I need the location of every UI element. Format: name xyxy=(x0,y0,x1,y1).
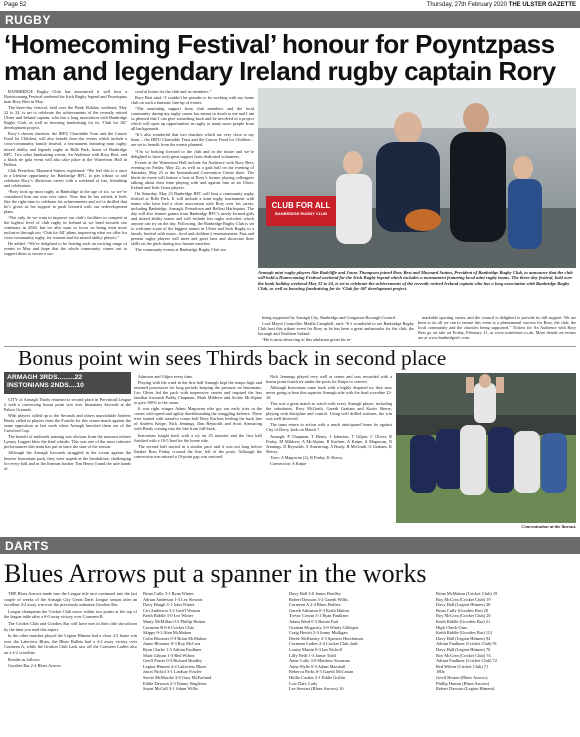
darts-results-col4: Brian McMahon (Cricket Club) 19 Roy McCrea (Cricket Club) 19 Davy Hall (Legion Hitmen) 20 Brian Cully (Goodies Bar) 20 Roy McCrea (Cricket Club) 20 Keith Riddle (Goodies Bar) 21 High Check-Outs: Keith Riddle (Goodies Bar) 112 Davy Hall (Legion Hitmen) 94 Adrian Faulkner (Cricket Club) 91 Davy Hall (Legion Hitmen) 76 Roy McCrea (Cricket Club) 74 Adrian Faulkner (Cricket Club) 72 Red Wilton (Cricket Club) 71 180s: Geoff Hutton (Blues Arrows) Phillip Hutton (Blues Arrows) Robert Dawson (Legion Hitmen). xyxy=(436,591,498,692)
lineout-photo-caption: Concentration at the lineout. xyxy=(521,524,576,529)
thirds-article-col2: Johnston and Gilpin every time. Playing with the wind in the first half Armagh kept the tempo high and retained possession for long periods keeping the pressure on Instonians. Leo Oliver led the pack with impressive carries and inspired the less familiar forwards Paddy Chapman, Mark Mildrew and Archie McAlpine to give 100% to the cause. It was right winger Adam Magowan who got our early tries in the corner with speed and agility dumbfounding the struggling defence. These tries started with stand-in scrum half Rory Karlsen feeding the back line of Andrew Knipe, Nick Jennings, Dan Reynolds and Scott Armstrong with Brady coming into the line from full-back. Instonians fought back with a try on 25 minutes and the first half finished with a 10-5 lead for the home side. The second half started in a similar pace and it was not long before flanker Ross Finlay crossed the line, left of the posts. Although the conversion was missed a 10-point gap was restored. xyxy=(134,374,262,459)
paper-name: THE ULSTER GAZETTE xyxy=(508,2,576,8)
rugby-photo-caption: Armagh mini rugby players Abe Radcliffe and Jonas Thompson joined Rory Best and Maynard Sutton, President of Banbridge Rugby Club, to announce that the club will hold a Homecoming Festival weekend for the Irish Rugby legend which includes a tournament featuring local mini rugby teams. The three-day festival, held over the bank holiday weekend May 22 to 24, is set to celebrate the achievements of the recently retired Ireland captain who has a long association with Banbridge Rugby Club, as well as boosting fundraising for its ‘Club for All’ development project. xyxy=(258,270,573,291)
rugby-headline-line2: man and legendary Ireland rugby captain Rory xyxy=(4,55,556,86)
section-label-rugby: RUGBY xyxy=(0,11,580,28)
thirds-article-col3: Nick Jennings played very well at centre and was rewarded with a bonus point fourth try under the posts for Knipe to convert. Although Instonians came back with a highly disputed try they now never going to beat this superior Armagh side with the final scoreline 22-10. This was a great match to watch with every Armagh player, including the substitutes, Rory McGrath, Gareth Graham and Kurtis Sherry, playing with discipline and control. Using well drilled routines, the win was well deserved. The team return to action with a much anticipated home tie against City of Derry 2nds on March 7. Armagh: P Chapman, T Henry, J Johnston, T Gilpin, C Oliver, R Finlay, M Mildrew, A McAlpine, R Karlsen, A Knipe, A Magowan, N Jennings, D Reynolds, S Armstrong, A Brady. R McGrath, G Graham, K Sherry. Tries: A Magowan (2), R Finlay, K Sherry. Conversion: A Knipe xyxy=(266,374,392,466)
thirds-article-col1: CITY of Armagh Thirds returned to second place in Provincial League 2 with a convincing bonus point win over Instonians Seconds at the Palace Grounds. With players called up to the Seconds and others unavailable Andrew Brady called in players from the Fourths for this return match against the same opposition as last week when Armagh knocked them out of the Crawford Cup. The benefit of midweek training was obvious from the moment referee Lynsey Leggett blew the final whistle. This was one of the most cohesive performances this team has put in since the start of the season. Although the Armagh forwards struggled in the scrum against the heavier Instonians pack, they were superb at the breakdown, challenging for every ball and in the lineouts hooker Tim Henry found the safe hands of xyxy=(4,397,131,471)
club-for-all-banner: CLUB FOR ALL BANBRIDGE RUGBY CLUB xyxy=(266,196,336,226)
thirds-headline: Bonus point win sees Thirds back in second place xyxy=(18,346,447,370)
lineout-photo-graphic xyxy=(396,373,576,523)
rugby-article-col3: being supported by Armagh City, Banbridge and Craigavon Borough Council. Lord Mayor Councillor Mealla Campbell, said: “It’s wonderful to see Banbridge Rugby Club host this tribute event for Rory as he has been a great ambassador for the club, the borough and Northern Ireland. “He is most deserving of this adulation given his re- xyxy=(258,315,414,343)
page-number: Page 52 xyxy=(4,2,27,8)
darts-results-col3: Davy Hall 3-0 James Bradley Robert Dawson 3-2 Gareth Willis Cormeen A 2-4 Blues Bullets Gareth Atkinson 0-3 Keith Hutton Trevor Cowan 3-1 Ryan Faulkner Adam Ward 0-3 Bernie Earl Graham Mcgarrity 3-0 Windy Gillespie Craig Hewitt 2-3 Jonny Mulligan Derek McKinstry 2-3 Spencer Hutchinson Cormeen Ladies 2-4 Cricket Club 2nds Louise Martin 0-3 Ian Nicholl Lilly Neill 1-3 Jamie Todd Anne Cully 3-0 Matthew Stoxman Anna Wylie 0-3 Adam Marshall Rebecca Parks 0-3 Gareth McCartan Hollie Castles 3-1 Eddie Griffin Low Dart: Lady Lee Stewart (Blues Arrows) 16 xyxy=(289,591,364,692)
rugby-photo-graphic xyxy=(258,88,576,268)
score-line-away: INSTONIANS 2NDS....10 xyxy=(7,382,84,389)
thirds-scorebox xyxy=(4,372,131,394)
section-label-darts: DARTS xyxy=(0,537,580,554)
rugby-article-col2: cessful future for the club and its members.” Rory Best said: “I couldn’t be prouder to be working with my home club on such a fantastic line-up of events. “The unstinting support from club members and the local community during my rugby career has meant so much to me and I am so pleased that I can give something back and be involved in a project which will open up opportunities in rugby to many more people from all backgrounds. “It’s also wonderful that two charities which are very close to my heart – the IRFU Charitable Trust and the Cancer Fund for Children – are set to benefit from the events planned. “I’m so looking forward to the club and in the future and we’re delighted to have such great support from dedicated volunteers. Events at the Waterfront Hall include An Audience with Rory Best, evening on Friday, May 22, as well as a gala ball on the evening of Saturday, May 23 at the International Convention Centre there. The black-tie event will feature a host of Rory’s former playing colleagues talking about their time playing with and against him as an Ulster, Ireland and Irish Lions players. On Saturday, May 23 Banbridge RFC will host a community rugby festival at Rifle Park. It will include a mini rugby tournament with teams who have had a close association with Rory over his career, including Banbridge, Armagh, Portadown and Belfast Harlequins. The day will also feature games from Banbridge RFC’s newly-formed girls and mixed ability teams and will include fun rugby activities which anyone can try on the day. Following, the Banbridge Rugby Club is set to welcome some of the biggest names in Ulster and Irish Rugby to a family festival with music, food and children’s entertainment. Past and present rugby players will meet and greet fans and showcase their skills on the pitch during two feature matches. The community events at Banbridge Rugby Club are xyxy=(131,89,254,253)
rugby-photo xyxy=(258,88,576,268)
masthead xyxy=(0,0,580,10)
darts-article-col1: THE Blues Arrows made sure the League title race continued into the last couple of weeks of the Armagh City Gents Darts League season after an excellent 4-2 away win over the previously unbeaten Goodies Bar. League champions the Cricket Club move within two points at the top of the league table after a 6-0 away victory over Cormeen B. The Cricket Club and Goodies Bar will have met in their title showdown by the time you read this report. In the other matches played the Legion Hitmen had a close 4-2 home win over the Lakeview Blues, the Blues Bullets had a 4-2 away victory over Cormeen A, while the Grafton Club Lads saw off the Cormeen Ladies also on a 4-2 scoreline. Results as follows: Goodies Bar 2-4 Blues Arrows xyxy=(4,591,137,669)
rugby-headline xyxy=(4,31,576,84)
rugby-article-col1: BANBRIDGE Rugby Club has announced it will host a Homecoming Festival weekend for Irish Rugby legend and Poyntzpass man Rory Best in May. The three-day festival, held over the Bank Holiday weekend, May 22 to 24, is set to celebrate the achievements of the recently retired Ulster and Ireland captain, who has a long association with Banbridge Rugby Club, as well as boosting fundraising for its ‘Club for All’ development project. Rory’s chosen charities, the IRFU Charitable Trust and the Cancer Fund for Children, will also benefit from the events which include a cross-community family festival, a tournament featuring mini rugby, mixed ability and legends rugby at Rifle Park, home of Banbridge RFC. Two other fundraising events, An Audience with Rory Best, and a black tie gala event will also take place at the Waterfront Hall in Belfast. Club President, Maynard Sutton, explained: “We feel this is a once in a lifetime opportunity for Banbridge RFC, to pay tribute to and celebrate Rory’s illustrious career with a weekend of fun, friendship and celebration. “Rory took up mini rugby at Banbridge at the age of six, so we’ve considered him our own ever since. Now that he has retired, it feels like the right time to celebrate his achievements and we’re thrilled that he’s given us his support to push forward with our redevelopment plans. “Not only do we want to improve our club’s facilities to compete at the highest level of club rugby in Ireland as we head towards our centenary in 2026, but we also want to focus on being even more inclusive through our ‘Club for All’ plans, improving what we offer for cross-community rugby, for women and for mixed ability players.” He added: “We’re delighted to be hosting such an exciting range of events in May and hope that the whole community comes out to support them to secure a suc- xyxy=(4,89,127,257)
darts-results-col2: Brian Cully 3-1 Ryan Winter Adrian Anderson 1-3 Lez Stewart Davy Haugh 3-1 John Winter Ciri Anderson 3-2 Geoff Watson Keith Riddle 3-0 Lez Winter Marty McMillan 0-3 Phillip Hutton Cormeen B 0-6 Cricket Club Skippy 0-3 Alan McMahon Colin Bloomer 0-3 Brian McMahon Jamie Bloomer 0-3 Roy McCrea Ryan Clarke 1-3 Adrian Faulkner Mark Gibson 1-3 Red Wilton Geoff Fraser 0-3 Richard Bradley Legion Hitmen 4-2 Lakeview Blues Jason Nichol 3-1 Lindsay Fowler Stevie McMordie 3-0 Gary McFarland Eddie Dawson 2-3 Danny Singleton Stuart McCall 3-1 Adam Willis xyxy=(143,591,212,692)
score-line-home: ARMAGH 3RDS.........22 xyxy=(7,374,83,381)
issue-line: Thursday, 27th February 2020 THE ULSTER GAZETTE xyxy=(426,2,576,8)
rugby-headline-line1: ‘Homecoming Festival’ honour for Poyntzpass xyxy=(4,29,555,59)
rugby-article-col4: markable sporting career, and the council is delighted to provide its full support. We are keen to do all we can to ensure this event is a phenomenal success for Rory, the club, the local community and the charities being supported.” Tickets for An Audience with Rory Best go on sale on Friday, February 21, at www.waterfront.co.uk. More details on events are at www.banbridgerfc.com. xyxy=(418,315,576,341)
darts-headline: Blues Arrows put a spanner in the works xyxy=(4,559,427,588)
lineout-photo xyxy=(396,373,576,523)
